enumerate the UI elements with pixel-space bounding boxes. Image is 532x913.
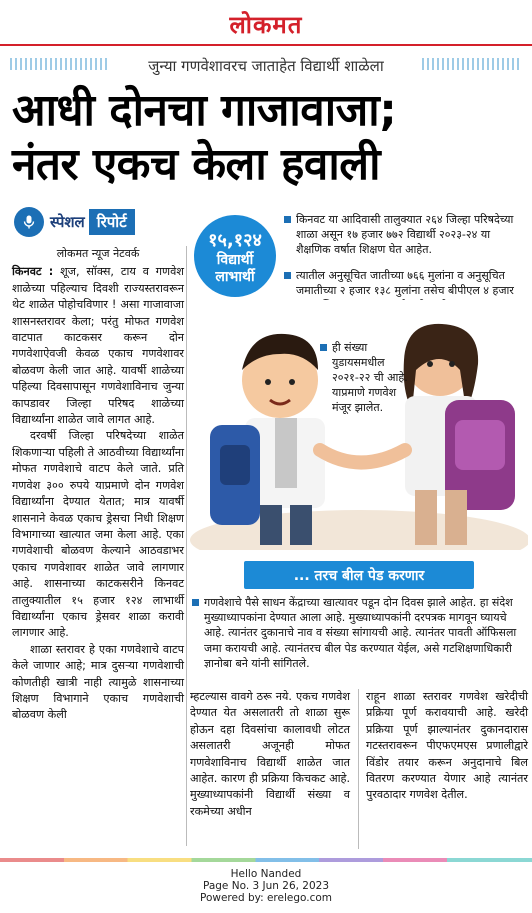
bill-banner: ... तरच बील पेड करणार (244, 561, 474, 589)
footer-powered-by: Powered by: erelego.com (199, 892, 333, 904)
article-column-3 (366, 689, 528, 804)
headline-line-1: आधी दोनचा गाजावाजा; (12, 85, 397, 136)
footer (0, 868, 532, 904)
article-column-1 (12, 246, 184, 724)
article-column-2 (190, 689, 350, 820)
article-text-1: शूज, सॉक्स, टाय व गणवेश शाळेच्या पहिल्याच दिवशी राज्यस्तरावरून थेट शाळेत पोहोचविणार ! असा गाजावाजा शासनस्तरावर केला; परंतु मोफत गणवेश वाटपात काटकसर करून दोन गणवेशाऐवजी केवळ एकाच गणवेशावर बोळवण केली जात आहे. यावर्षी शाळेच्या पहिल्या दिवसापासून गणवेशाविनाच जुन्या कापडावर जिल्हा परिषद शाळेच्या विद्यार्थ्यांना शाळेत जावे लागत आहे. (12, 265, 184, 427)
fact-item-2: त्यातील अनुसूचित जातीच्या ७६६ मुलांना व अनुसूचित जमातीच्या २ हजार १३८ मुलांना तसेच बीपीएल ४ हजार (284, 268, 528, 328)
beneficiary-count: १५,१२४ (208, 230, 262, 251)
special-label: स्पेशल (50, 213, 85, 231)
footer-edition: Hello Nanded (230, 868, 302, 880)
microphone-icon (14, 207, 44, 237)
fact-item-3: ही संख्या युडायसमधील २०२१-२२ ची आहे. याप्रमाणे गणवेश मंजूर झालेत. (320, 340, 412, 415)
bill-box (192, 595, 528, 671)
article-paragraph-3: शाळा स्तरावर हे एका गणवेशाचे वाटप केले जाणार आहे; मात्र दुसऱ्या गणवेशाची कोणतीही खात्री नाही त्यामुळे शासनाच्या शिक्षण विभागाने एकाच गणवेशाची बोळवण केली (12, 642, 184, 722)
beneficiary-label-2: लाभार्थी (215, 269, 255, 285)
footer-color-bar (0, 858, 532, 862)
beneficiary-label-1: विद्यार्थी (216, 252, 254, 268)
fact-item-1: किनवट या आदिवासी तालुक्यात २६४ जिल्हा परिषदेच्या शाळा असून १७ हजार ७७२ विद्यार्थी २०२३-२४ या शैक्षणिक वर्षात शिक्षण घेत आहेत. (284, 212, 528, 257)
special-report-tag (14, 206, 182, 238)
students-drawing (190, 300, 528, 550)
headline (12, 84, 524, 192)
beneficiary-bubble (194, 215, 276, 297)
kicker: जुन्या गणवेशावरच जाताहेत विद्यार्थी शाळेला (148, 57, 384, 75)
bill-text: गणवेशाचे पैसे साधन केंद्राच्या खात्यावर पडून दोन दिवस झाले आहेत. हा संदेश मुख्याध्यापकांना देण्यात आला आहे. मुख्याध्यापकांनी दरपत्रक मागवून घ्यायचे आहे. त्यानंतर दुकानाचे नाव व संख्या सांगायची आहे. त्यानंतर पावती ऑफिसला जमा करायची आहे. त्यानंतरच बील पेड करण्यात येईल, असे गटशिक्षणाधिकारी ज्ञानोबा बने यांनी सांगितले. (192, 595, 528, 671)
masthead-rule (0, 44, 532, 46)
article-paragraph-2: दरवर्षी जिल्हा परिषदेच्या शाळेत शिकणाऱ्या पहिली ते आठवीच्या विद्यार्थ्यांना मोफत गणवेशाचे वाटप केले जाते. प्रति गणवेश ३०० रुपये याप्रमाणे दोन गणवेश विद्यार्थ्यांना देण्यात येतात; मात्र यावर्षी शासनाने केवळ एकाच ड्रेसचा निधी शिक्षण विभागाच्या खात्यात जमा केला आहे. एका गणवेशाची बोळवण केल्याने आठवडाभर एकाच गणवेशावर शाळेत जावे लागणार आहे. शासनाच्या काटकसरीने किनवट तालुक्यातील १५ हजार १२४ लाभार्थी विद्यार्थ्यांना एकाच ड्रेसवर शाळा करावी लागणार आहे. (12, 429, 184, 640)
article-paragraph-4: म्हटल्यास वावगे ठरू नये. एकच गणवेश देण्यात येत असलातरी तो शाळा सुरू होऊन दहा दिवसांचा कालावधी लोटत असलातरी अजूनही मोफत गणवेशाविनाच विद्यार्थी शाळेत जात आहेत. कारण ही प्रक्रिया किचकट आहे. मुख्याध्यापकांनी विद्यार्थी संख्या व रकमेच्या अधीन (190, 690, 350, 818)
students-illustration (190, 300, 528, 550)
fact-list (284, 212, 528, 262)
footer-page-date: Page No. 3 Jun 26, 2023 (202, 880, 330, 892)
article-paragraph-1 (12, 264, 184, 428)
column-divider-2 (358, 689, 359, 849)
dateline: किनवट : (12, 265, 54, 279)
article-paragraph-5: राहून शाळा स्तरावर गणवेश खरेदीची प्रक्रिया पूर्ण करावयाची आहे. खरेदी प्रक्रिया पूर्ण झाल्यानंतर दुकानदारास गटस्तरावरून पीएफएमएस प्रणालीद्वारे विंडोर तयार करून अनुदानाचे बिल वितरण करण्यात येणार आहे त्यानंतर पुरवठादार गणवेश देतील. (366, 690, 528, 802)
masthead (0, 0, 532, 44)
headline-line-2: नंतर एकच केला हवाली (12, 139, 380, 190)
lokmat-logo: लोकमत (229, 10, 303, 39)
report-label: रिपोर्ट (89, 209, 135, 235)
column-divider-1 (186, 246, 187, 846)
byline: लोकमत न्यूज नेटवर्क (56, 247, 140, 260)
